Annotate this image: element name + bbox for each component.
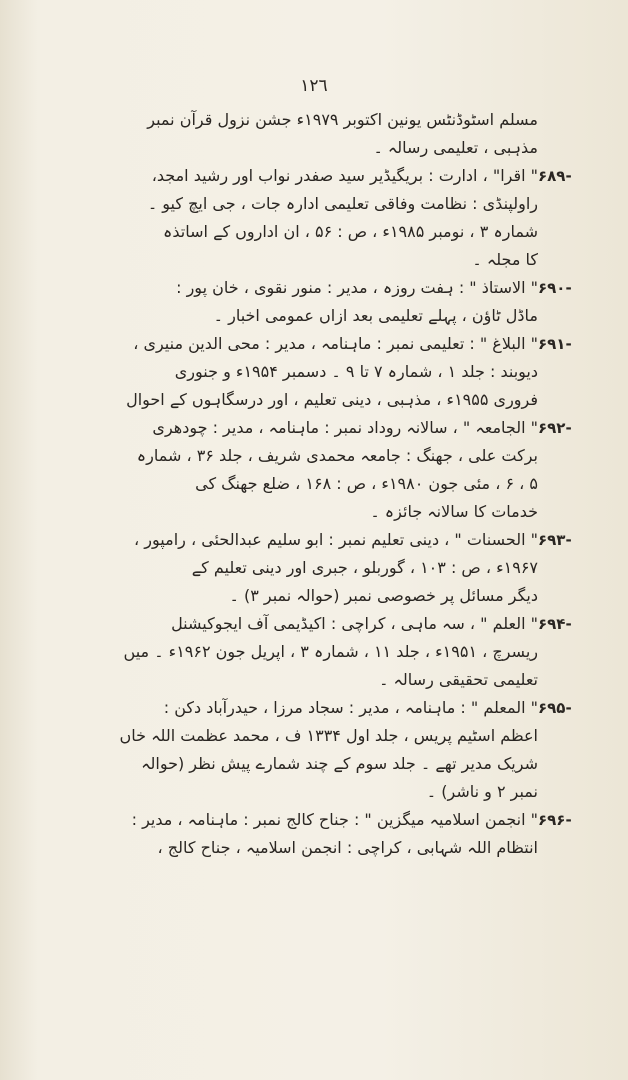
line-text: تعلیمی تحقیقی رسالہ ۔ — [379, 670, 538, 689]
line-text: دیوبند : جلد ۱ ، شمارہ ۷ تا ۹ ۔ دسمبر ۱۹۵۴ء و جنوری — [174, 362, 538, 381]
bibliography-text — [18, 106, 608, 862]
entry-number: -۶۹۴ — [538, 615, 572, 633]
line-text: " العلم " ، سہ ماہی ، کراچی : اکیڈیمی آف ایجوکیشنل — [171, 614, 538, 633]
line-text: برکت علی ، جھنگ : جامعہ محمدی شریف ، جلد ۳۶ ، شمارہ — [136, 446, 538, 465]
line-text: اعظم اسٹیم پریس ، جلد اول ۱۳۳۴ ف ، محمد عظمت اللہ خاں — [119, 726, 538, 745]
line-text: ۱۹۶۷ء ، ص : ۱۰۳ ، گوربلو ، جبری اور دینی تعلیم کے — [191, 558, 538, 577]
text-line — [18, 246, 608, 274]
line-text: مسلم اسٹوڈنٹس یونین اکتوبر ۱۹۷۹ء جشن نزول قرآن نمبر — [147, 110, 538, 129]
text-line — [18, 666, 608, 694]
text-line — [18, 106, 608, 134]
text-line — [18, 190, 608, 218]
line-text: راولپنڈی : نظامت وفاقی تعلیمی ادارہ جات ، جی ایچ کیو ۔ — [147, 194, 538, 213]
line-text: ۵ ، ۶ ، مئی جون ۱۹۸۰ء ، ص : ۱۶۸ ، ضلع جھنگ کی — [195, 474, 538, 493]
line-text: فروری ۱۹۵۵ء ، مذہبی ، دینی تعلیم ، اور درسگاہوں کے احوال — [126, 390, 538, 409]
text-line — [18, 386, 608, 414]
text-line — [18, 610, 608, 638]
text-line — [18, 638, 608, 666]
entry-number: -۶۹۳ — [538, 531, 572, 549]
text-line — [18, 778, 608, 806]
text-line — [18, 582, 608, 610]
text-line — [18, 498, 608, 526]
text-line — [18, 162, 608, 190]
line-text: نمبر ۲ و ناشر) ۔ — [426, 782, 538, 801]
entry-number: -۶۹۶ — [538, 811, 572, 829]
text-line — [18, 134, 608, 162]
line-text: " الاستاذ " : ہفت روزہ ، مدیر : منور نقوی ، خان پور : — [176, 278, 538, 297]
line-text: " البلاغ " : تعلیمی نمبر : ماہنامہ ، مدیر : محی الدین منیری ، — [133, 334, 538, 353]
text-line — [18, 274, 608, 302]
line-text: کا مجلہ ۔ — [472, 250, 538, 269]
line-text: ماڈل ٹاؤن ، پہلے تعلیمی بعد ازاں عمومی اخبار ۔ — [213, 306, 538, 325]
line-text: " المعلم " : ماہنامہ ، مدیر : سجاد مرزا ، حیدرآباد دکن : — [163, 698, 538, 717]
entry-number: -۶۸۹ — [538, 167, 572, 185]
line-text: دیگر مسائل پر خصوصی نمبر (حوالہ نمبر ۳) ۔ — [229, 586, 538, 605]
line-text: " انجمن اسلامیہ میگزین " : جناح کالج نمبر : ماہنامہ ، مدیر : — [131, 810, 538, 829]
entry-number: -۶۹۰ — [538, 279, 572, 297]
text-line — [18, 526, 608, 554]
text-line — [18, 358, 608, 386]
entry-number: -۶۹۵ — [538, 699, 572, 717]
page-number: ١٢٦ — [300, 76, 328, 96]
text-line — [18, 470, 608, 498]
line-text: " اقرا" ، ادارت : بریگیڈیر سید صفدر نواب اور رشید امجد، — [151, 166, 538, 185]
line-text: " الحسنات " ، دینی تعلیم نمبر : ابو سلیم عبدالحئی ، رامپور ، — [134, 530, 538, 549]
line-text: مذہبی ، تعلیمی رسالہ ۔ — [373, 138, 538, 157]
text-line — [18, 302, 608, 330]
line-text: خدمات کا سالانہ جائزہ ۔ — [370, 502, 538, 521]
text-line — [18, 554, 608, 582]
text-line — [18, 414, 608, 442]
text-line — [18, 218, 608, 246]
line-text: انتظام اللہ شہابی ، کراچی : انجمن اسلامیہ ، جناح کالج ، — [157, 838, 538, 857]
entry-number: -۶۹۱ — [538, 335, 572, 353]
text-line — [18, 442, 608, 470]
text-line — [18, 806, 608, 834]
entry-number: -۶۹۲ — [538, 419, 572, 437]
text-line — [18, 330, 608, 358]
line-text: " الجامعہ " ، سالانہ روداد نمبر : ماہنامہ ، مدیر : چودھری — [152, 418, 538, 437]
line-text: شمارہ ۳ ، نومبر ۱۹۸۵ء ، ص : ۵۶ ، ان اداروں کے اساتذہ — [163, 222, 538, 241]
line-text: شریک مدیر تھے ۔ جلد سوم کے چند شمارے پیش نظر (حوالہ — [141, 754, 538, 773]
line-text: ریسرچ ، ۱۹۵۱ء ، جلد ۱۱ ، شمارہ ۳ ، اپریل جون ۱۹۶۲ء ۔ میں — [123, 642, 538, 661]
text-line — [18, 722, 608, 750]
text-line — [18, 834, 608, 862]
text-line — [18, 694, 608, 722]
text-line — [18, 750, 608, 778]
